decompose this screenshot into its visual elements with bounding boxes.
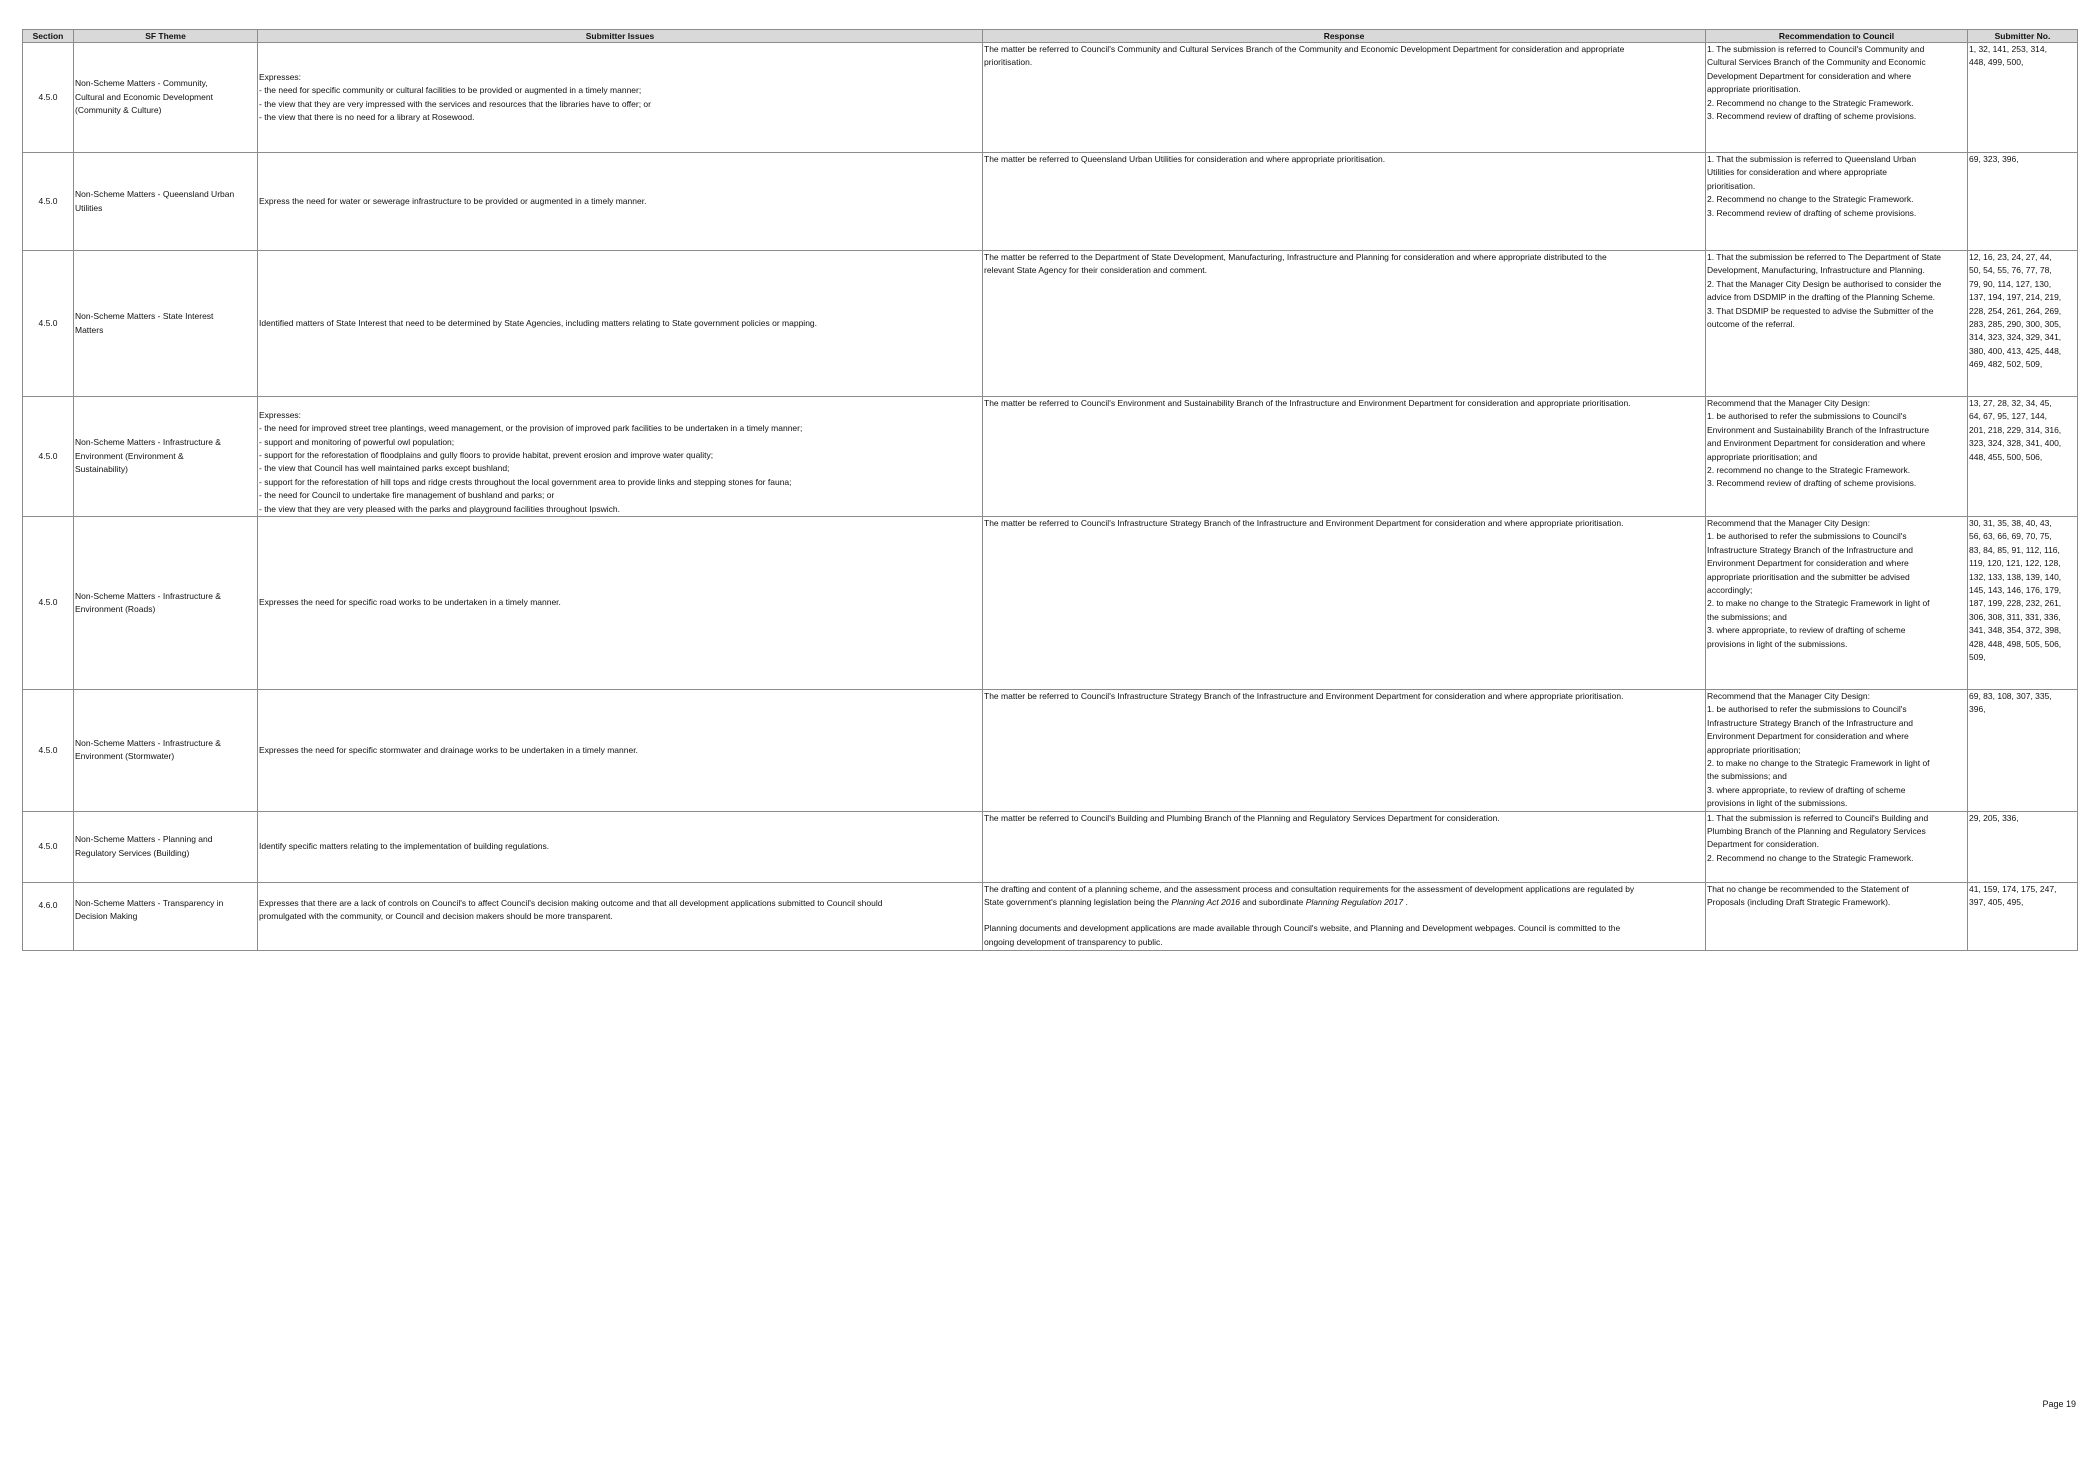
submitters-cell: 69, 83, 108, 307, 335, 396, <box>1968 690 2078 812</box>
response-cell: The matter be referred to Council's Infrastructure Strategy Branch of the Infrastructure and Environment Department for consideration and where appropriate prioritisation. <box>983 517 1706 690</box>
theme-cell: Non-Scheme Matters - Infrastructure & Environment (Roads) <box>74 517 258 690</box>
section-cell: 4.5.0 <box>23 43 74 153</box>
submitters-cell: 41, 159, 174, 175, 247, 397, 405, 495, <box>1968 882 2078 950</box>
theme-cell: Non-Scheme Matters - Planning and Regulatory Services (Building) <box>74 811 258 882</box>
submitters-cell: 13, 27, 28, 32, 34, 45, 64, 67, 95, 127, 144, 201, 218, 229, 314, 316, 323, 324, 328, 341, 400, 448, 455, 500, 506, <box>1968 397 2078 517</box>
response-cell: The matter be referred to Council's Building and Plumbing Branch of the Planning and Regulatory Services Department for consideration. <box>983 811 1706 882</box>
recommendation-cell: Recommend that the Manager City Design: 1. be authorised to refer the submissions to Council's Infrastructure Strategy Branch of the Infrastructure and Environment Department for consideration and where appropriate prioritisation and the submitter be advised accordingly; 2. to make no change to the Strategic Framework in light of the submissions; and 3. where appropriate, to review of drafting of scheme provisions in light of the submissions. <box>1706 517 1968 690</box>
recommendation-cell: 1. That the submission is referred to Queensland Urban Utilities for consideration and where appropriate prioritisation. 2. Recommend no change to the Strategic Framework. 3. Recommend review of drafting of scheme provisions. <box>1706 153 1968 251</box>
section-cell: 4.5.0 <box>23 690 74 812</box>
theme-cell: Non-Scheme Matters - Infrastructure & Environment (Stormwater) <box>74 690 258 812</box>
theme-cell: Non-Scheme Matters - Transparency in Decision Making <box>74 882 258 950</box>
recommendation-cell: That no change be recommended to the Statement of Proposals (including Draft Strategic Framework). <box>1706 882 1968 950</box>
col-header-section: Section <box>23 30 74 43</box>
theme-cell: Non-Scheme Matters - Queensland Urban Utilities <box>74 153 258 251</box>
issues-cell: Expresses: - the need for improved street tree plantings, weed management, or the provision of improved park facilities to be undertaken in a timely manner; - support and monitoring of powerful owl population; - support for the reforestation of floodplains and gully floors to provide habitat, prevent erosion and improve water quality; - the view that Council has well maintained parks except bushland; - support for the reforestation of hill tops and ridge crests throughout the local government area to provide links and stepping stones for fauna; - the need for Council to undertake fire management of bushland and parks; or - the view that they are very pleased with the parks and playground facilities throughout Ipswich. <box>258 397 983 517</box>
recommendation-cell: 1. That the submission be referred to The Department of State Development, Manufacturing, Infrastructure and Planning. 2. That the Manager City Design be authorised to consider the advice from DSDMIP in the drafting of the Planning Scheme. 3. That DSDMIP be requested to advise the Submitter of the outcome of the referral. <box>1706 251 1968 397</box>
table-row <box>23 690 2078 812</box>
col-header-submitter-no: Submitter No. <box>1968 30 2078 43</box>
section-cell: 4.5.0 <box>23 251 74 397</box>
col-header-recommendation: Recommendation to Council <box>1706 30 1968 43</box>
issues-cell: Identified matters of State Interest that need to be determined by State Agencies, including matters relating to State government policies or mapping. <box>258 251 983 397</box>
recommendation-cell: 1. The submission is referred to Council's Community and Cultural Services Branch of the Community and Economic Development Department for consideration and where appropriate prioritisation. 2. Recommend no change to the Strategic Framework. 3. Recommend review of drafting of scheme provisions. <box>1706 43 1968 153</box>
table-row <box>23 517 2078 690</box>
recommendation-cell: Recommend that the Manager City Design: 1. be authorised to refer the submissions to Council's Environment and Sustainability Branch of the Infrastructure and Environment Department for consideration and where appropriate prioritisation; and 2. recommend no change to the Strategic Framework. 3. Recommend review of drafting of scheme provisions. <box>1706 397 1968 517</box>
issues-cell: Expresses the need for specific stormwater and drainage works to be undertaken in a timely manner. <box>258 690 983 812</box>
section-cell: 4.6.0 <box>23 882 74 950</box>
submitters-cell: 1, 32, 141, 253, 314, 448, 499, 500, <box>1968 43 2078 153</box>
table-row <box>23 43 2078 153</box>
theme-cell: Non-Scheme Matters - Infrastructure & Environment (Environment & Sustainability) <box>74 397 258 517</box>
issues-cell: Expresses that there are a lack of controls on Council's to affect Council's decision making outcome and that all development applications submitted to Council should promulgated with the community, or Council and decision makers should be more transparent. <box>258 882 983 950</box>
theme-cell: Non-Scheme Matters - State Interest Matters <box>74 251 258 397</box>
table-row <box>23 251 2078 397</box>
response-cell: The matter be referred to the Department of State Development, Manufacturing, Infrastructure and Planning for consideration and where appropriate distributed to the relevant State Agency for their consideration and comment. <box>983 251 1706 397</box>
response-cell: The matter be referred to Council's Infrastructure Strategy Branch of the Infrastructure and Environment Department for consideration and where appropriate prioritisation. <box>983 690 1706 812</box>
submitters-cell: 29, 205, 336, <box>1968 811 2078 882</box>
response-cell: The matter be referred to Council's Community and Cultural Services Branch of the Community and Economic Development Department for consideration and appropriate prioritisation. <box>983 43 1706 153</box>
section-cell: 4.5.0 <box>23 517 74 690</box>
issues-cell: Expresses: - the need for specific community or cultural facilities to be provided or augmented in a timely manner; - the view that they are very impressed with the services and resources that the libraries have to offer; or - the view that there is no need for a library at Rosewood. <box>258 43 983 153</box>
submissions-table <box>22 29 2078 951</box>
page-number: Page 19 <box>2042 1399 2076 1409</box>
table-row <box>23 882 2078 950</box>
recommendation-cell: 1. That the submission is referred to Council's Building and Plumbing Branch of the Planning and Regulatory Services Department for consideration. 2. Recommend no change to the Strategic Framework. <box>1706 811 1968 882</box>
section-cell: 4.5.0 <box>23 397 74 517</box>
submitters-cell: 30, 31, 35, 38, 40, 43, 56, 63, 66, 69, 70, 75, 83, 84, 85, 91, 112, 116, 119, 120, 121, 122, 128, 132, 133, 138, 139, 140, 145, 143, 146, 176, 179, 187, 199, 228, 232, 261, 306, 308, 311, 331, 336, 341, 348, 354, 372, 398, 428, 448, 498, 505, 506, 509, <box>1968 517 2078 690</box>
table-row <box>23 397 2078 517</box>
section-cell: 4.5.0 <box>23 153 74 251</box>
table-row <box>23 811 2078 882</box>
response-cell: The matter be referred to Council's Environment and Sustainability Branch of the Infrastructure and Environment Department for consideration and appropriate prioritisation. <box>983 397 1706 517</box>
issues-cell: Expresses the need for specific road works to be undertaken in a timely manner. <box>258 517 983 690</box>
table-row <box>23 153 2078 251</box>
col-header-submitter-issues: Submitter Issues <box>258 30 983 43</box>
header-row <box>23 30 2078 43</box>
response-cell: The matter be referred to Queensland Urban Utilities for consideration and where appropriate prioritisation. <box>983 153 1706 251</box>
recommendation-cell: Recommend that the Manager City Design: 1. be authorised to refer the submissions to Council's Infrastructure Strategy Branch of the Infrastructure and Environment Department for consideration and where appropriate prioritisation; 2. to make no change to the Strategic Framework in light of the submissions; and 3. where appropriate, to review of drafting of scheme provisions in light of the submissions. <box>1706 690 1968 812</box>
submitters-cell: 69, 323, 396, <box>1968 153 2078 251</box>
issues-cell: Express the need for water or sewerage infrastructure to be provided or augmented in a timely manner. <box>258 153 983 251</box>
response-cell: The drafting and content of a planning scheme, and the assessment process and consultation requirements for the assessment of development applications are regulated by State government's planning legislation being the Planning Act 2016 and subordinate Planning Regulation 2017 . Planning documents and development applications are made available through Council's website, and Planning and Development webpages. Council is committed to the ongoing development of transparency to public. <box>983 882 1706 950</box>
submitters-cell: 12, 16, 23, 24, 27, 44, 50, 54, 55, 76, 77, 78, 79, 90, 114, 127, 130, 137, 194, 197, 214, 219, 228, 254, 261, 264, 269, 283, 285, 290, 300, 305, 314, 323, 324, 329, 341, 380, 400, 413, 425, 448, 469, 482, 502, 509, <box>1968 251 2078 397</box>
issues-cell: Identify specific matters relating to the implementation of building regulations. <box>258 811 983 882</box>
col-header-response: Response <box>983 30 1706 43</box>
section-cell: 4.5.0 <box>23 811 74 882</box>
theme-cell: Non-Scheme Matters - Community, Cultural and Economic Development (Community & Culture) <box>74 43 258 153</box>
col-header-sf-theme: SF Theme <box>74 30 258 43</box>
